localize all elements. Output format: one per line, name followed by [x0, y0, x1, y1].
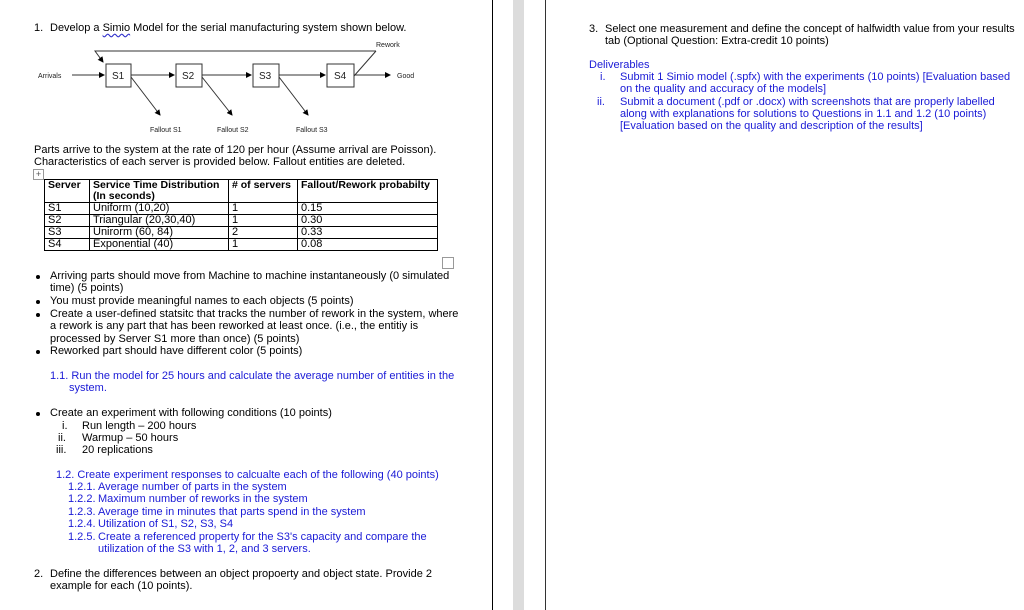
serial-system-diagram: [0, 0, 470, 140]
q1-text: Develop a Simio Model for the serial manufacturing system shown below.: [50, 22, 407, 34]
table-resize-handle[interactable]: [442, 257, 454, 269]
deliverables-heading: Deliverables: [589, 59, 650, 71]
fallout-label: Fallout S1: [150, 127, 182, 134]
list-item: Average number of parts in the system: [98, 481, 287, 493]
list-item: Run length – 200 hours: [82, 420, 197, 432]
deliverable-text: on the quality and accuracy of the models]: [620, 83, 827, 95]
fallout-label: Fallout S2: [217, 127, 249, 134]
scrollbar[interactable]: [513, 0, 524, 610]
rework-label: Rework: [376, 42, 400, 49]
list-item: Utilization of S1, S2, S3, S4: [98, 518, 234, 530]
table-row: S3 Unirorm (60, 84) 2 0.33: [45, 227, 438, 239]
list-item: Create a referenced property for the S3's capacity and compare the: [98, 531, 427, 543]
bullet-icon: [36, 300, 40, 304]
server-label: S4: [334, 71, 347, 82]
bullet-icon: [36, 350, 40, 354]
q3-text: Select one measurement and define the concept of halfwidth value from your results: [605, 23, 1015, 35]
table-move-handle[interactable]: +: [33, 169, 44, 180]
q3-number: 3.: [589, 23, 599, 35]
bullet-text: processed by Server S1 more than once) (5 points): [50, 333, 300, 345]
deliverable-text: along with explanations for solutions to Questions in 1.1 and 1.2 (10 points): [620, 108, 987, 120]
deliverable-text: Submit 1 Simio model (.spfx) with the experiments (10 points) [Evaluation based: [620, 71, 1011, 83]
table-header-row: Server Service Time Distribution (In seconds) # of servers Fallout/Rework probabilty: [45, 180, 438, 203]
bullet-text: Arriving parts should move from Machine to machine instantaneously (0 simulated: [50, 270, 450, 282]
page-border-right: [545, 0, 546, 610]
q2-text: Define the differences between an object propoerty and object state. Provide 2: [50, 568, 432, 580]
page-border-left: [492, 0, 493, 610]
bullet-text: Create a user-defined statsitc that tracks the number of rework in the system, where: [50, 308, 459, 320]
q3-text: tab (Optional Question: Extra-credit 10 points): [605, 35, 829, 47]
bullet-text: a rework is any part that has been reworked at least once. (i.e., the entitiy is: [50, 320, 419, 332]
deliverable-text: Submit a document (.pdf or .docx) with screenshots that are properly labelled: [620, 96, 995, 108]
list-number: 1.2.2.: [68, 493, 96, 505]
arrivals-label: Arrivals: [38, 73, 62, 80]
bullet-text: time) (5 points): [50, 282, 124, 294]
list-number: iii.: [56, 444, 67, 456]
server-table: [44, 179, 438, 251]
list-number: 1.2.1.: [68, 481, 96, 493]
bullet-text: You must provide meaningful names to each objects (5 points): [50, 295, 354, 307]
q11-text: 1.1. Run the model for 25 hours and calculate the average number of entities in the: [50, 370, 455, 382]
bullet-icon: [36, 412, 40, 416]
fallout-label: Fallout S3: [296, 127, 328, 134]
characteristics-paragraph: Characteristics of each server is provided below. Fallout entities are deleted.: [34, 156, 406, 168]
server-label: S1: [112, 71, 125, 82]
arrival-paragraph: Parts arrive to the system at the rate of 120 per hour (Assume arrival are Poisson).: [34, 144, 437, 156]
table-row: S1 Uniform (10,20) 1 0.15: [45, 203, 438, 215]
list-number: 1.2.4.: [68, 518, 96, 530]
list-item: 20 replications: [82, 444, 153, 456]
bullet-icon: [36, 275, 40, 279]
list-item: Maximum number of reworks in the system: [98, 493, 308, 505]
q12-text: 1.2. Create experiment responses to calcualte each of the following (40 points): [56, 469, 439, 481]
table-row: S2 Triangular (20,30,40) 1 0.30: [45, 215, 438, 227]
list-item: utilization of the S3 with 1, 2, and 3 servers.: [98, 543, 311, 555]
q1-number: 1.: [34, 22, 44, 34]
bullet-text: Reworked part should have different color (5 points): [50, 345, 303, 357]
good-label: Good: [397, 73, 415, 80]
table-row: S4 Exponential (40) 1 0.08: [45, 239, 438, 251]
list-number: ii.: [597, 96, 605, 108]
list-number: 1.2.5.: [68, 531, 96, 543]
list-number: i.: [600, 71, 606, 83]
q11-text: system.: [69, 382, 107, 394]
list-item: Warmup – 50 hours: [82, 432, 179, 444]
server-label: S2: [182, 71, 195, 82]
q2-number: 2.: [34, 568, 44, 580]
q2-text: example for each (10 points).: [50, 580, 193, 592]
bullet-icon: [36, 313, 40, 317]
list-item: Average time in minutes that parts spend in the system: [98, 506, 366, 518]
deliverable-text: [Evaluation based on the quality and description of the results]: [620, 120, 923, 132]
experiment-bullet: Create an experiment with following conditions (10 points): [50, 407, 332, 419]
server-label: S3: [259, 71, 272, 82]
list-number: 1.2.3.: [68, 506, 96, 518]
list-number: ii.: [58, 432, 66, 444]
list-number: i.: [62, 420, 68, 432]
